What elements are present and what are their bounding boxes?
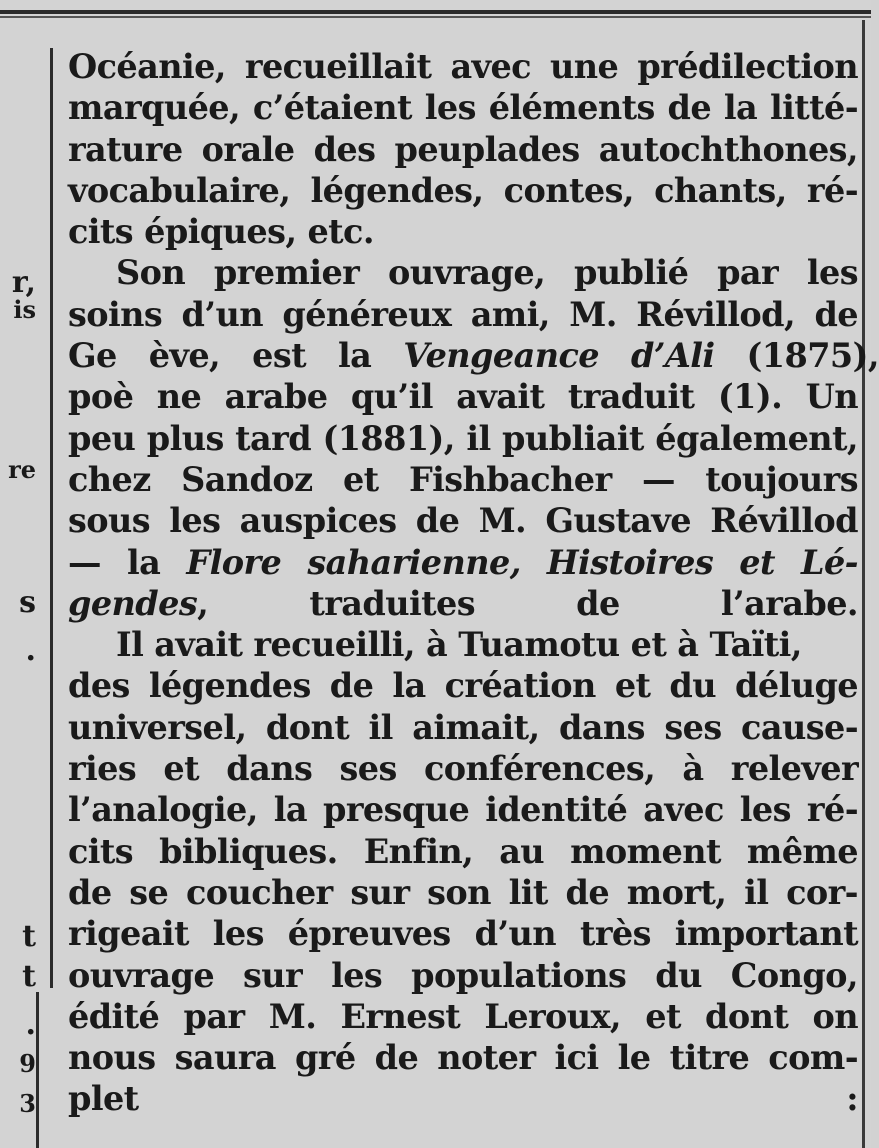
- text-line: rature orale des peuplades autochthones,: [68, 129, 858, 169]
- fragment-text: re: [8, 455, 36, 484]
- text-line: Il avait recueilli, à Tuamotu et à Taïti,: [116, 625, 802, 665]
- italic-title: Flore saharienne, Histoires et Lé-: [186, 542, 858, 582]
- text-span: (1875),: [714, 336, 879, 376]
- text-line: rigeait les épreuves d’un très important: [68, 914, 858, 954]
- top-rule-secondary: [0, 16, 871, 18]
- text-line: plet :: [68, 1079, 858, 1119]
- left-column-fragments: [0, 0, 40, 1148]
- italic-title: gendes: [68, 583, 198, 623]
- text-span: , traduites de l’arabe.: [197, 583, 858, 623]
- fragment-text: 3: [19, 1089, 36, 1118]
- column-divider: [50, 48, 53, 988]
- text-span: Ge ève, est la: [68, 336, 404, 376]
- article-column: [68, 46, 879, 1120]
- text-line: Son premier ouvrage, publié par les: [116, 253, 858, 293]
- fragment-text: .: [25, 1007, 36, 1042]
- text-line: soins d’un généreux ami, M. Révillod, de: [68, 294, 858, 334]
- fragment-text: r,: [11, 265, 36, 300]
- text-line: universel, dont il aimait, dans ses cause-: [68, 707, 858, 747]
- fragment-text: .: [25, 633, 36, 668]
- fragment-text: t: [22, 959, 36, 994]
- text-line: [68, 583, 858, 624]
- text-line: peu plus tard (1881), il publiait également,: [68, 418, 858, 458]
- top-rule: [0, 10, 871, 14]
- fragment-text: s: [19, 585, 36, 620]
- text-line: ouvrage sur les populations du Congo,: [68, 955, 858, 995]
- text-line: des légendes de la création et du déluge: [68, 666, 858, 706]
- text-line: cits bibliques. Enfin, au moment même: [68, 831, 858, 871]
- text-line: cits épiques, etc.: [68, 212, 374, 252]
- text-line: l’analogie, la presque identité avec les ré-: [68, 790, 858, 830]
- text-line: marquée, c’étaient les éléments de la litté-: [68, 88, 858, 128]
- text-line: poè ne arabe qu’il avait traduit (1). Un: [68, 377, 858, 417]
- text-line: [68, 542, 858, 583]
- text-line: ries et dans ses conférences, à relever: [68, 749, 858, 789]
- text-line: chez Sandoz et Fishbacher — toujours: [68, 459, 858, 499]
- italic-title: Vengeance d’Ali: [403, 336, 715, 376]
- text-line: vocabulaire, légendes, contes, chants, ré-: [68, 170, 858, 210]
- text-line: [68, 335, 879, 376]
- fragment-text: is: [13, 295, 36, 324]
- fragment-text: t: [22, 919, 36, 954]
- text-line: nous saura gré de noter ici le titre com-: [68, 1038, 858, 1078]
- right-column-divider: [862, 20, 865, 1148]
- text-line: édité par M. Ernest Leroux, et dont on: [68, 996, 858, 1036]
- fragment-text: 9: [19, 1049, 36, 1078]
- text-line: Océanie, recueillait avec une prédilection: [68, 47, 858, 86]
- text-line: de se coucher sur son lit de mort, il cor-: [68, 872, 858, 912]
- text-line: sous les auspices de M. Gustave Révillod: [68, 501, 858, 541]
- text-span: — la: [68, 542, 187, 582]
